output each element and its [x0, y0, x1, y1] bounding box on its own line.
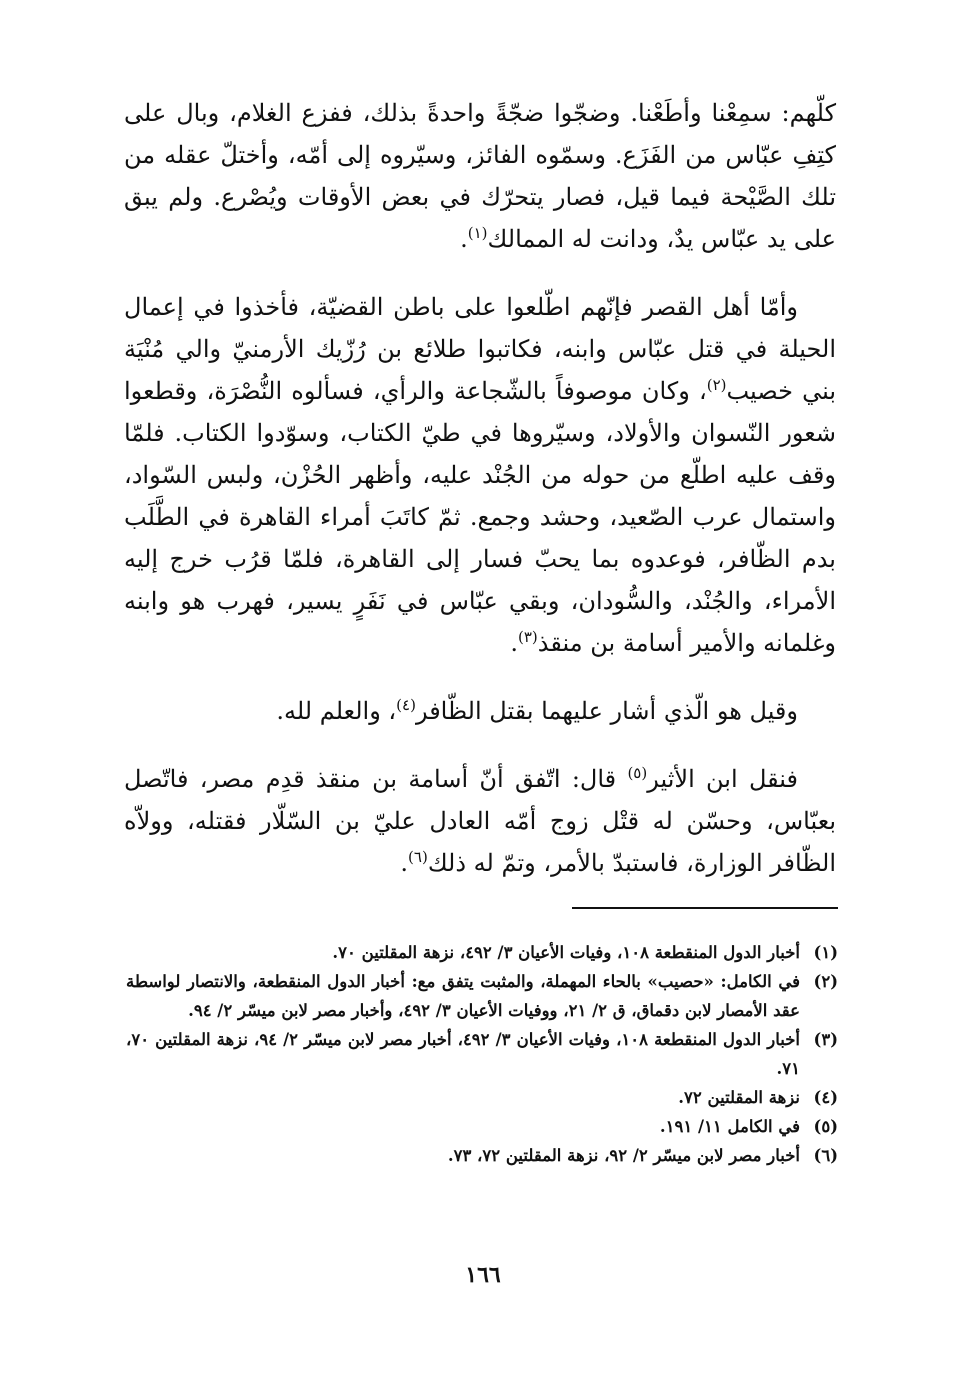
- paragraph-text: وقيل هو الّذي أشار عليهما بقتل الظّافر: [415, 697, 798, 725]
- footnote-6: [126, 1141, 838, 1170]
- footnote-number: (٤): [813, 1088, 838, 1107]
- footnote-number: (٢): [813, 972, 838, 991]
- footnote-1: [126, 938, 838, 967]
- footnote-text: في الكامل: «حصيب» بالحاء المهملة، والمثبت يتفق مع: أخبار الدول المنقطعة، والانتصار لواسطة عقد الأمصار لابن دقماق، ق ٢/ ٢١، ووفيات الأعيان ٣/ ٤٩٢، وأخبار مصر لابن ميسّر ٢/ ٩٤.: [126, 972, 800, 1020]
- main-text-body: [124, 92, 836, 884]
- footnote-reference: (١): [467, 224, 488, 242]
- footnote-reference: (٥): [627, 764, 648, 782]
- footnote-5: [126, 1112, 838, 1141]
- footnote-text: أخبار الدول المنقطعة ١٠٨، وفيات الأعيان ٣/ ٤٩٢، نزهة المقلتين ٧٠.: [332, 943, 800, 962]
- paragraph-text: فنقل ابن الأثير: [647, 765, 798, 793]
- footnote-4: [126, 1083, 838, 1112]
- footnote-reference: (٣): [518, 628, 538, 646]
- footnote-separator: [572, 907, 838, 909]
- paragraph-end: .: [400, 849, 409, 877]
- footnote-number: (٣): [813, 1030, 838, 1049]
- footnote-text: أخبار مصر لابن ميسّر ٢/ ٩٢، نزهة المقلتين ٧٢، ٧٣.: [447, 1146, 800, 1165]
- footnote-reference: (٤): [396, 696, 416, 714]
- paragraph-tail: ، والعلم لله.: [276, 697, 397, 725]
- paragraph-tail: .: [460, 225, 468, 253]
- footnote-reference: (٢): [706, 376, 727, 394]
- footnote-reference: (٦): [408, 848, 428, 866]
- paragraph-text: وأمّا أهل القصر فإنّهم اطّلعوا على باطن القضيّة، فأخذوا في إعمال الحيلة في قتل عبّاس وابنه، فكاتبوا طلائع بن رُزّيك الأرمنيّ والي مُنْيَة بني خصيب: [124, 293, 837, 405]
- paragraph-text: كلّهم: سمِعْنا وأطَعْنا. وضجّوا ضجّةً واحدةً بذلك، ففزع الغلام، وبال على كتِفِ عبّاس من الفَزَع. وسمّوه الفائز، وسيّروه إلى أمّه، وأختلّ عقله من تلك الصَّيْحة فيما قيل، فصار يتحرّك في بعض الأوقات ويُصْرع. ولم يبق على يد عبّاس يدٌ، ودانت له الممالك: [124, 99, 837, 253]
- paragraph-1: [124, 92, 836, 260]
- footnote-text: في الكامل ١١/ ١٩١.: [659, 1117, 800, 1136]
- paragraph-tail: ، وكان موصوفاً بالشّجاعة والرأي، فسألوه النُّصْرَة، وقطعوا شعور النّسوان والأولاد، وسيّروها في طيّ الكتاب، وسوّدوا الكتاب. فلمّا وقف عليه اطلّع من حوله من الجُنْد عليه، وأظهر الحُزْن، ولبس السّواد، واستمال عرب الصّعيد، وحشد وجمع. ثمّ كاتَبَ أمراء القاهرة في الطَّلَب بدم الظّافر، فوعدوه بما يحبّ فسار إلى القاهرة، فلمّا قرُب خرج إليه الأمراء، والجُنْد، والسُّودان، وبقي عبّاس في نَفَرٍ يسير، فهرب هو وابنه وغلمانه والأمير أسامة بن منقذ: [124, 377, 836, 657]
- footnote-3: [126, 1025, 838, 1083]
- paragraph-tail: قال: اتّفق أنّ أسامة بن منقذ قدِم مصر، فاتّصل بعبّاس، وحسّن له قتْل زوج أمّه العادل عليّ بن السّلّار فقتله، وولاّه الظّافر الوزارة، فاستبدّ بالأمر، وتمّ له ذلك: [124, 765, 836, 877]
- footnote-number: (٥): [813, 1117, 838, 1136]
- paragraph-2: [124, 286, 836, 664]
- paragraph-3: [124, 690, 836, 732]
- paragraph-end: .: [510, 629, 518, 657]
- footnote-number: (٦): [813, 1146, 838, 1165]
- footnotes-section: [126, 938, 838, 1170]
- footnote-number: (١): [813, 943, 838, 962]
- page-number: ١٦٦: [465, 1262, 501, 1288]
- footnote-text: أخبار الدول المنقطعة ١٠٨، وفيات الأعيان ٣/ ٤٩٢، أخبار مصر لابن ميسّر ٢/ ٩٤، نزهة المقلتين ٧٠، ٧١.: [126, 1030, 801, 1078]
- paragraph-4: [124, 758, 836, 884]
- footnote-2: [126, 967, 838, 1025]
- footnote-text: نزهة المقلتين ٧٢.: [678, 1088, 800, 1107]
